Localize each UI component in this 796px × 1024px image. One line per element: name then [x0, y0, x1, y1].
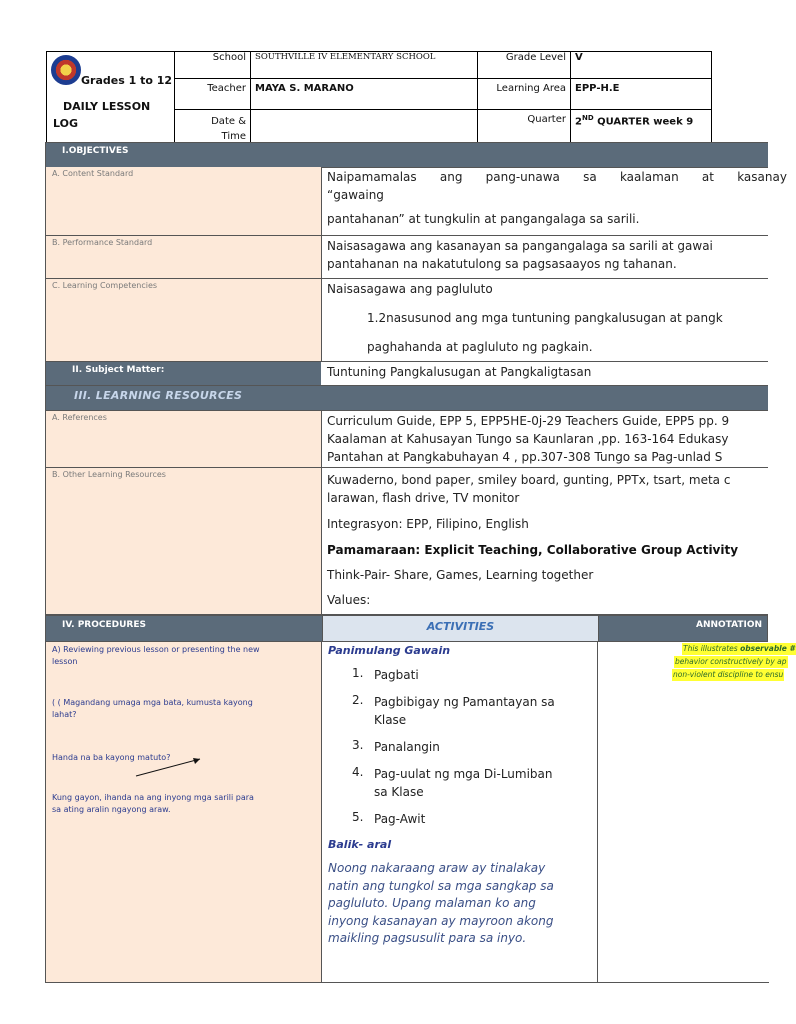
subject-matter-label: II. Subject Matter:	[72, 365, 165, 375]
references-line3: Pantahan at Pangkabuhayan 4 , pp.307-308 Tungo sa Pag-unlad S	[327, 450, 723, 464]
learning-resources-heading: III. LEARNING RESOURCES	[74, 389, 243, 402]
content-standard-line3: pantahanan” at tungkulin at pangangalaga sa sarili.	[327, 212, 640, 226]
review-paragraph	[328, 860, 554, 948]
quarter-label: Quarter	[478, 110, 571, 145]
review-line: natin ang tungkol sa mga sangkap sa	[328, 878, 554, 893]
review-line: inyong kasanayan ay mayroon akong	[328, 913, 554, 928]
deped-seal-icon	[51, 55, 81, 85]
grades-label: Grades 1 to 12	[81, 74, 173, 87]
method-line: Pamamaraan: Explicit Teaching, Collaborative Group Activity	[327, 543, 739, 557]
content-standard-label: A. Content Standard	[52, 169, 134, 178]
objectives-heading-row	[45, 142, 768, 168]
references-line2: Kaalaman at Kahusayan Tungo sa Kaunlaran ,pp. 163-164 Edukasy	[327, 432, 729, 446]
content-standard-word: kaalaman	[619, 170, 679, 184]
list-item-number: 3.	[352, 738, 364, 752]
list-item-number: 4.	[352, 765, 364, 779]
annotation-observable: observable #	[740, 644, 795, 653]
annotation-line1	[682, 643, 796, 655]
dll-title-line2: LOG	[53, 117, 78, 130]
competency-line2	[321, 309, 768, 327]
other-resources-line2: larawan, flash drive, TV monitor	[327, 491, 520, 505]
list-item-number: 5.	[352, 810, 364, 824]
activities-column	[322, 642, 598, 982]
school-label: School	[175, 52, 251, 79]
other-resources-label: B. Other Learning Resources	[52, 470, 166, 479]
time-label: Time	[221, 131, 246, 142]
subject-matter-row	[45, 362, 768, 386]
procedures-heading: IV. PROCEDURES	[62, 620, 146, 630]
integration-line: Integrasyon: EPP, Filipino, English	[327, 517, 529, 531]
annotation-line3: non-violent discipline to ensu	[673, 670, 784, 679]
performance-standard-line2: pantahanan na nakatutulong sa pagsasaayos ng tahanan.	[327, 257, 677, 271]
teacher-label: Teacher	[175, 79, 251, 110]
review-prompt-line2: lesson	[52, 657, 78, 666]
annotation-column	[598, 642, 795, 982]
annotation-heading: ANNOTATION	[696, 620, 763, 630]
quarter-number: 2	[575, 116, 582, 128]
greeting-line1: ( ( Magandang umaga mga bata, kumusta kayong	[52, 698, 253, 707]
review-prompt-line1: A) Reviewing previous lesson or presenting the new	[52, 645, 260, 654]
dll-title	[53, 98, 150, 132]
subject-matter-value: Tuntuning Pangkalusugan at Pangkaligtasan	[327, 365, 592, 379]
quarter-week: QUARTER week 9	[593, 116, 694, 128]
date-label: Date &	[211, 116, 246, 127]
teacher-value: MAYA S. MARANO	[251, 79, 478, 110]
quarter-value	[571, 110, 712, 145]
content-standard-word: kasanay	[737, 170, 787, 184]
content-standard-word: sa	[583, 170, 597, 184]
annotation-line1-text: This illustrates	[683, 644, 741, 653]
competency-line2-text: 1.2nasusunod ang mga tuntuning pangkalusugan at pangk	[367, 311, 723, 325]
ready-question: Handa na ba kayong matuto?	[52, 753, 171, 762]
date-time-label	[175, 110, 251, 145]
learning-competencies-label: C. Learning Competencies	[52, 281, 158, 290]
content-standard-word: at	[701, 170, 714, 184]
references-label: A. References	[52, 413, 107, 422]
content-standard-line1	[321, 168, 787, 186]
procedures-left-column	[46, 642, 322, 982]
references-line1: Curriculum Guide, EPP 5, EPP5HE-0j-29 Teachers Guide, EPP5 pp. 9	[327, 414, 730, 428]
learning-resources-heading-row	[45, 386, 768, 411]
list-item-text: Pagbibigay ng Pamantayan sa	[374, 695, 555, 709]
content-standard-word: pang-unawa	[485, 170, 560, 184]
arrow-icon	[134, 754, 206, 780]
list-item-number: 2.	[352, 693, 364, 707]
content-standard-row	[45, 167, 787, 236]
dll-title-line1: DAILY LESSON	[63, 100, 151, 113]
date-time-value	[251, 110, 478, 145]
header-table	[46, 51, 712, 145]
other-resources-row	[45, 468, 768, 615]
school-value: SOUTHVILLE IV ELEMENTARY SCHOOL	[251, 52, 478, 79]
performance-standard-label: B. Performance Standard	[52, 238, 153, 247]
panimulang-gawain-title: Panimulang Gawain	[328, 644, 451, 657]
strategies-line: Think-Pair- Share, Games, Learning together	[327, 568, 594, 582]
learning-area-value: EPP-H.E	[571, 79, 712, 110]
list-item-text: Pag-uulat ng mga Di-Lumiban	[374, 767, 553, 781]
competency-line3: paghahanda at pagluluto ng pagkain.	[367, 340, 593, 354]
references-row	[45, 411, 768, 468]
list-item-text: Pag-Awit	[374, 812, 426, 826]
review-line: Noong nakaraang araw ay tinalakay	[328, 861, 546, 875]
grade-level-value: V	[571, 52, 712, 79]
learning-area-label: Learning Area	[478, 79, 571, 110]
learning-competencies-row	[45, 279, 768, 362]
list-item-number: 1.	[352, 666, 364, 680]
list-item-text-cont: sa Klase	[374, 785, 424, 799]
greeting-line2: lahat?	[52, 710, 77, 719]
values-line: Values:	[327, 593, 371, 607]
header-logo-cell	[47, 52, 175, 145]
objectives-heading: I.OBJECTIVES	[62, 146, 129, 156]
prepare-line1: Kung gayon, ihanda na ang inyong mga sarili para	[52, 793, 254, 802]
review-prompt	[46, 644, 312, 668]
competency-line1: Naisasagawa ang pagluluto	[327, 282, 493, 296]
list-item-text: Pagbati	[374, 668, 419, 682]
grade-level-label: Grade Level	[478, 52, 571, 79]
procedures-body	[45, 642, 795, 983]
prepare-line2: sa ating aralin ngayong araw.	[52, 805, 171, 814]
prepare-text	[46, 792, 312, 816]
procedures-heading-row	[45, 615, 768, 642]
quarter-suffix: ND	[581, 114, 594, 122]
activities-heading: ACTIVITIES	[322, 616, 599, 641]
content-standard-word: Naipamamalas	[327, 170, 417, 184]
other-resources-line1: Kuwaderno, bond paper, smiley board, gunting, PPTx, tsart, meta c	[327, 473, 731, 487]
review-line: pagluluto. Upang malaman ko ang	[328, 896, 536, 910]
annotation-line2: behavior constructively by ap	[675, 657, 787, 666]
review-line: maikling pagsusulit para sa inyo.	[328, 931, 527, 945]
list-item-text-cont: Klase	[374, 713, 407, 727]
content-standard-line2: “gawaing	[327, 188, 384, 202]
list-item-text: Panalangin	[374, 740, 440, 754]
performance-standard-line1: Naisasagawa ang kasanayan sa pangangalaga sa sarili at gawai	[327, 239, 713, 253]
greeting-text	[46, 697, 312, 721]
balik-aral-title: Balik- aral	[328, 838, 392, 851]
content-standard-word: ang	[439, 170, 463, 184]
performance-standard-row	[45, 236, 768, 279]
